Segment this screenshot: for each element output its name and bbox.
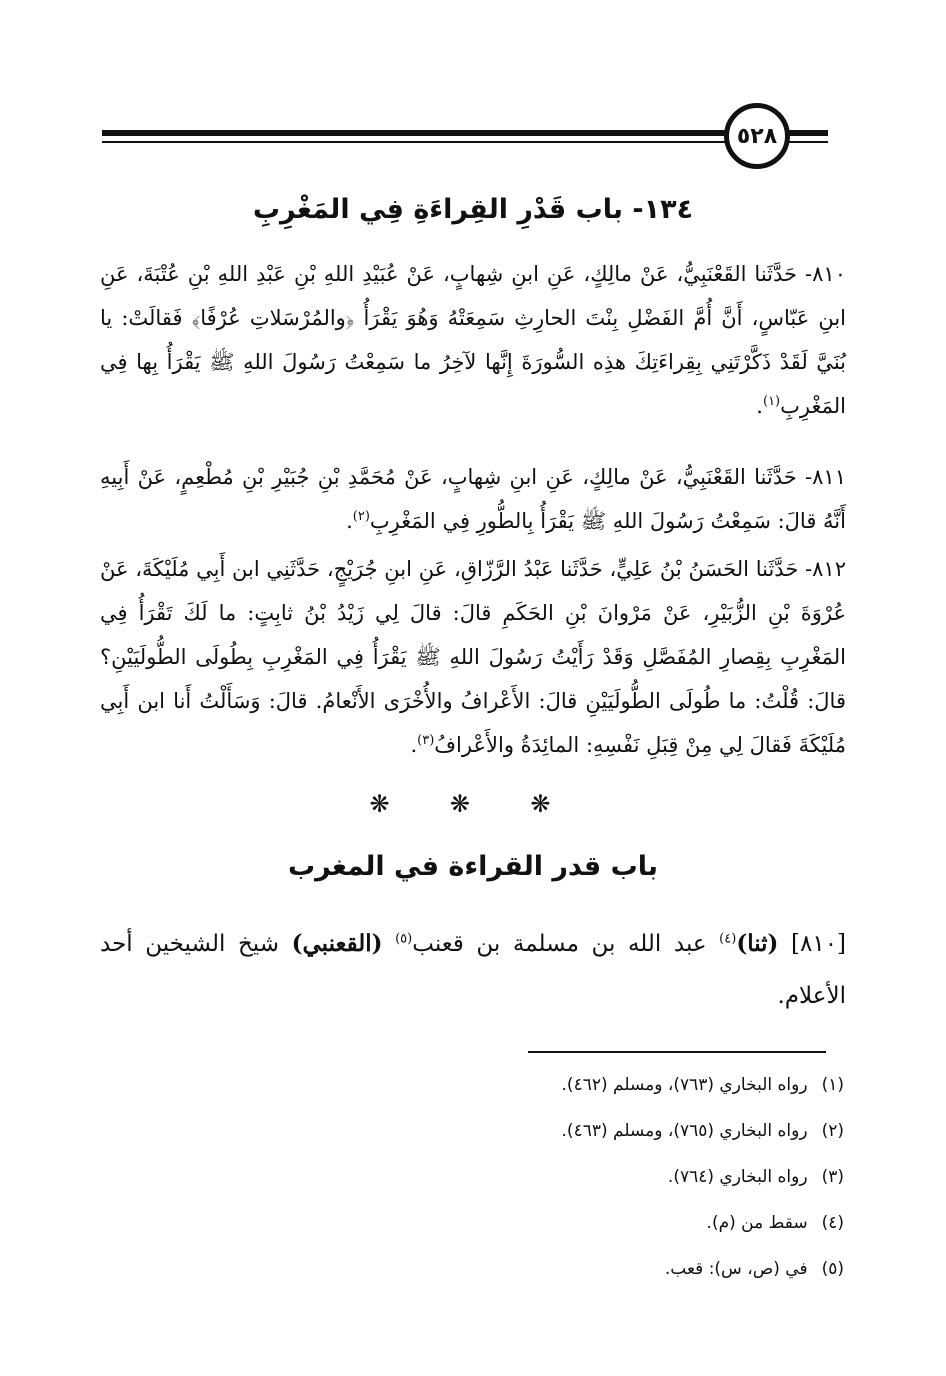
hadith-812 (100, 547, 846, 767)
hadith-text: حَدَّثَنا القَعْنَبِيُّ، عَنْ مالِكٍ، عَنِ ابنِ شِهابٍ، عَنْ عُبَيْدِ اللهِ بْنِ عَبْدِ اللهِ بْنِ عُتْبَةَ، عَنِ ابنِ عَبّاسٍ، أَنَّ أُمَّ الفَضْلِ بِنْتَ الحارِثِ سَمِعَتْهُ وَهُوَ يَقْرَأُ ﴿والمُرْسَلاتِ عُرْفًا﴾ فَقالَتْ: يا بُنَيَّ لَقَدْ ذَكَّرْتَنِي بِقِراءَتِكَ هذِه السُّورَةَ إِنَّها لآخِرُ ما سَمِعْتُ رَسُولَ اللهِ ﷺ يَقْرَأُ بِها فِي المَغْرِبِ (100, 262, 846, 418)
footnote-number: (٢) (821, 1121, 844, 1141)
page-number: ٥٢٨ (736, 123, 778, 149)
commentary-text: شيخ الشيخين أحد الأعلام. (100, 931, 846, 1009)
footnote-1 (300, 1062, 844, 1108)
footnote-number: (١) (821, 1075, 844, 1095)
header-rule-thin (102, 141, 828, 143)
hadith-text: حَدَّثَنا الحَسَنُ بْنُ عَلِيٍّ، حَدَّثَنا عَبْدُ الرَّزّاقِ، عَنِ ابنِ جُرَيْجٍ، حَدَّثَنِي ابن أَبِي مُلَيْكَةَ، عَنْ عُرْوَةَ بْنِ الزُّبَيْرِ، عَنْ مَرْوانَ بْنِ الحَكَمِ قالَ: قالَ لِي زَيْدُ بْنُ ثابِتٍ: ما لَكَ تَقْرَأُ فِي المَغْرِبِ بِقِصارِ المُفَصَّلِ وَقَدْ رَأَيْتُ رَسُولَ اللهِ ﷺ يَقْرَأُ فِي المَغْرِبِ بِطُولَى الطُّولَيَيْنِ؟ قالَ: قُلْتُ: ما طُولَى الطُّولَيَيْنِ قالَ: الأَعْرافُ والأُخْرَى الأَنْعامُ. قالَ: وَسَأَلْتُ أَنا ابن أَبِي مُلَيْكَةَ فَقالَ لِي مِنْ قِبَلِ نَفْسِهِ: المائِدَةُ والأَعْرافُ (100, 557, 846, 757)
footnote-number: (٣) (821, 1167, 844, 1187)
commentary-number: [٨١٠] (791, 931, 847, 957)
footnote-divider (528, 1051, 826, 1053)
section-heading: باب قدر القراءة في المغرب (287, 851, 659, 882)
asterism-separator: ❋ ❋ ❋ (369, 790, 577, 818)
commentary-810 (100, 918, 846, 1022)
footnotes-list (300, 1062, 844, 1292)
hadith-text: حَدَّثَنا القَعْنَبِيُّ، عَنْ مالِكٍ، عَنِ ابنِ شِهابٍ، عَنْ مُحَمَّدِ بْنِ جُبَيْرِ بْنِ مُطْعِمٍ، عَنْ أَبِيهِ أَنَّهُ قالَ: سَمِعْتُ رَسُولَ اللهِ ﷺ يَقْرَأُ بِالطُّورِ فِي المَغْرِبِ (100, 465, 846, 533)
commentary-keyword: (ثنا) (736, 930, 779, 957)
footnote-ref-5[interactable]: (٥) (395, 931, 413, 947)
page-number-badge (724, 103, 790, 169)
hadith-number: ٨١٠- (805, 262, 846, 286)
footnote-text: رواه البخاري (٧٦٥)، ومسلم (٤٦٣). (561, 1121, 808, 1141)
footnote-4 (300, 1200, 844, 1246)
header-rule-thick (102, 130, 828, 136)
hadith-end: . (410, 733, 418, 757)
hadith-number: ٨١٢- (805, 557, 846, 581)
footnote-ref-3[interactable]: (٣) (417, 733, 435, 748)
footnote-3 (300, 1154, 844, 1200)
footnote-number: (٤) (821, 1213, 844, 1233)
hadith-end: . (756, 394, 763, 418)
hadith-number: ٨١١- (805, 465, 846, 489)
footnote-ref-1[interactable]: (١) (762, 394, 781, 409)
footnote-2 (300, 1108, 844, 1154)
hadith-810 (100, 252, 846, 428)
footnote-text: سقط من (م). (706, 1213, 808, 1233)
footnote-number: (٥) (821, 1259, 844, 1279)
footnote-text: رواه البخاري (٧٦٤). (667, 1167, 808, 1187)
footnote-ref-4[interactable]: (٤) (719, 931, 737, 947)
footnote-5 (300, 1246, 844, 1292)
chapter-title: ١٣٤- باب قَدْرِ القِراءَةِ فِي المَغْرِبِ (252, 194, 694, 225)
hadith-811 (100, 455, 846, 543)
footnote-text: رواه البخاري (٧٦٣)، ومسلم (٤٦٢). (561, 1075, 808, 1095)
hadith-end: . (346, 509, 353, 533)
commentary-keyword: (القعنبي) (291, 930, 383, 957)
footnote-text: في (ص، س): قعب. (664, 1259, 808, 1279)
footnote-ref-2[interactable]: (٢) (352, 509, 370, 524)
commentary-text: عبد الله بن مسلمة بن قعنب (412, 931, 707, 957)
